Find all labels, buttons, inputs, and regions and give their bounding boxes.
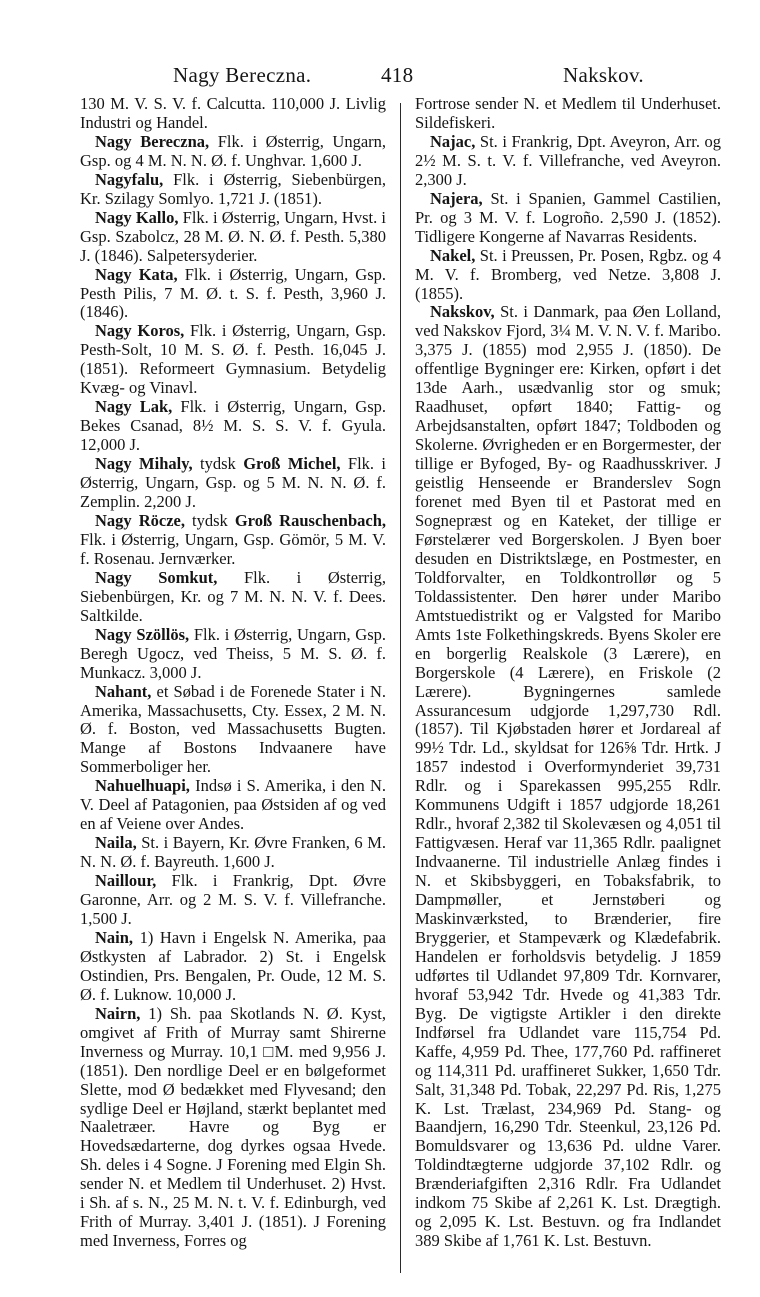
entry-text: Flk. i Østerrig, Siebenbürgen, Kr. Szilagy Somlyo. 1,721 J. (1851). — [80, 169, 387, 208]
entry-text: Flk. i Østerrig, Ungarn, Gsp. Pesth-Solt, 10 M. S. Ø. f. Pesth. 16,045 J. (1851). Reformeert Gymnasium. Betydelig Kvæg- og Vinavl. — [80, 321, 387, 398]
entry-text: Flk. i Østerrig, Ungarn, Gsp. Bekes Csanad, 8½ M. S. S. V. f. Gyula. 12,000 J. — [80, 397, 386, 455]
entry-nagyfalu — [80, 171, 386, 209]
entry-headword: Nagy Bereczna, — [95, 131, 210, 151]
entry-headword: Nagy Kallo, — [95, 207, 179, 227]
entry-nairn — [80, 1005, 386, 1251]
entry-text: Flk. i Østerrig, Ungarn, Gsp. Gömör, 5 M. V. f. Rosenau. Jernværker. — [80, 529, 386, 568]
entry-headword: Nakel, — [430, 245, 476, 265]
page-number: 418 — [381, 63, 414, 87]
entry-headword: Naila, — [95, 833, 137, 853]
entry-nagy-szollos — [80, 626, 386, 683]
entry-alias: Groß Michel, — [243, 454, 341, 474]
column-divider — [400, 103, 401, 1273]
entry-text: St. i Spanien, Gammel Castilien, Pr. og 3 M. V. f. Logroño. 2,590 J. (1852). Tidligere Kongerne af Navarras Residents. — [415, 188, 722, 246]
entry-nagy-bereczna — [80, 133, 386, 171]
entry-nagy-somkut — [80, 569, 386, 626]
entry-headword: Nagy Somkut, — [95, 567, 218, 587]
entry-nagy-kata — [80, 266, 386, 323]
entry-nahuelhuapi — [80, 777, 386, 834]
entry-nagy-mihaly — [80, 455, 386, 512]
entry-headword: Nagyfalu, — [95, 169, 164, 189]
entry-headword: Nain, — [95, 927, 134, 947]
entry-text: Indsø i S. Amerika, i den N. V. Deel af Patagonien, paa Østsiden af og ved en af Veiene over Andes. — [80, 776, 386, 834]
entry-alias-prefix: tydsk — [200, 454, 236, 474]
entry-text: Flk. i Østerrig, Ungarn, Gsp. Pesth Pilis, 7 M. Ø. t. S. f. Pesth, 3,960 J. (1846). — [80, 264, 387, 322]
entry-nahant — [80, 683, 386, 778]
entry-text: Flk. i Østerrig, Ungarn, Gsp. Beregh Ugocz, ved Theiss, 5 M. S. Ø. f. Munkacz. 3,000 J. — [80, 624, 387, 682]
entry-naillour — [80, 872, 386, 929]
entry-headword: Nahant, — [95, 681, 152, 701]
entry-headword: Nakskov, — [430, 302, 495, 322]
entry-nakskov — [415, 303, 721, 1251]
entry-najera — [415, 190, 721, 247]
entry-text: Flk. i Østerrig, Ungarn, Hvst. i Gsp. Szabolcz, 28 M. Ø. N. Ø. f. Pesth. 5,380 J. (1846). Salpetersyderier. — [80, 207, 387, 265]
entry-alias-prefix: tydsk — [192, 510, 228, 530]
entry-text: Flk. i Østerrig, Siebenbürgen, Kr. og 7 M. N. N. V. f. Dees. Saltkilde. — [80, 567, 387, 625]
left-column — [80, 95, 386, 1251]
entry-najac — [415, 133, 721, 190]
entry-headword: Nagy Szöllös, — [95, 624, 190, 644]
entry-headword: Nagy Kata, — [95, 264, 178, 284]
entry-headword: Najac, — [430, 131, 476, 151]
entry-headword: Nagy Koros, — [95, 321, 185, 341]
entry-alias: Groß Rauschenbach, — [234, 510, 386, 530]
entry-headword: Naillour, — [95, 871, 157, 891]
entry-text: St. i Preussen, Pr. Posen, Rgbz. og 4 M. V. f. Bromberg, ved Netze. 3,808 J. (1855). — [415, 245, 721, 303]
entry-text: 1) Havn i Engelsk N. Amerika, paa Østkysten af Labrador. 2) St. i Engelsk Ostindien, Prs. Bengalen, Pr. Oude, 12 M. S. Ø. f. Luknow. 10,000 J. — [80, 927, 386, 1004]
entry-text: St. i Frankrig, Dpt. Aveyron, Arr. og 2½ M. S. t. V. f. Villefranche, ved Aveyron. 2,300 J. — [415, 131, 721, 189]
entry-headword: Nagy Mihaly, — [95, 454, 193, 474]
entry-nagy-koros — [80, 322, 386, 398]
entry-headword: Nairn, — [95, 1003, 141, 1023]
right-column — [415, 95, 721, 1251]
entry-nagy-lak — [80, 398, 386, 455]
entry-nagy-rocze — [80, 512, 386, 569]
entry-nakel — [415, 247, 721, 304]
entry-text: Flk. i Østerrig, Ungarn, Gsp. og 5 M. N. N. Ø. f. Zemplin. 2,200 J. — [80, 454, 386, 512]
continued-entry-text: Fortrose sender N. et Medlem til Underhuset. Sildefiskeri. — [415, 94, 721, 132]
entry-nagy-kallo — [80, 209, 386, 266]
entry-nain — [80, 929, 386, 1005]
entry-headword: Nahuelhuapi, — [95, 776, 190, 796]
running-head-left: Nagy Bereczna. — [173, 63, 312, 87]
entry-text: St. i Bayern, Kr. Øvre Franken, 6 M. N. N. Ø. f. Bayreuth. 1,600 J. — [80, 833, 387, 872]
entry-headword: Najera, — [430, 188, 483, 208]
continued-entry-text: 130 M. V. S. V. f. Calcutta. 110,000 J. Livlig Industri og Handel. — [80, 94, 386, 132]
entry-text: St. i Danmark, paa Øen Lolland, ved Nakskov Fjord, 3¼ M. V. N. V. f. Maribo. 3,375 J. (1855) mod 2,955 J. (1850). De offentlige Bygninger ere: Kirken, opført i det 13de Aarh., usædvanlig stor og smuk; Raadhuset, opført 1840; Fattig- og Arbejdsanstalten, opført 1847; Toldboden og Skolerne. Øvrigheden er en Borgermester, der tillige er Byfoged, By- og Raadhusskriver. J geistlig Henseende er Branderslev Sogn forenet med Byen til et Pastorat med en Sognepræst og en Kateket, der tillige er Førstelærer ved Borgerskolen. J Byen boer desuden en Distriktslæge, en Postmester, en Toldforvalter, en Toldkontrollør og 5 Toldassistenter. Den hører under Maribo Amtstuedistrikt og er Valgsted for Maribo Amts 1ste Folkethingskreds. Byens Skoler ere en borgerlig Realskole (3 Lærere), en Borgerskole (4 Lærere), en Friskole (2 Lærere). Bygningernes samlede Assurancesum udgjorde 1,297,730 Rdl. (1857). Til Kjøbstaden hører et Jordareal af 99½ Tdr. Ld., skyldsat for 126⅝ Tdr. Hrtk. J 1857 indestod i Overformynderiet 39,731 Rdlr. og i Sparekassen 995,255 Rdlr. Kommunens Udgift i 1857 udgjorde 18,261 Rdlr., hvoraf 2,382 til Skolevæsen og 4,051 til Fattigvæsen. Heraf var 11,365 Rdlr. paalignet Indvaanerne. Til industrielle Anlæg findes i N. et Skibsbyggeri, en Tobaksfabrik, to Dampmøller, et Jernstøberi og Maskinværksted, to Brænderier, fire Bryggerier, et Stampeværk og Klædefabrik. Handelen er forholdsvis betydelig. J 1859 udførtes til Udlandet 97,809 Tdr. Kornvarer, hvoraf 53,942 Tdr. Hvede og 41,383 Tdr. Byg. De vigtigste Artikler i den direkte Indførsel fra Udlandet vare 115,754 Pd. Kaffe, 4,959 Pd. Thee, 177,760 Pd. raffineret og 114,311 Pd. uraffineret Sukker, 1,650 Tdr. Salt, 31,348 Pd. Tobak, 22,297 Pd. Ris, 1,275 K. Lst. Trælast, 234,969 Pd. Stang- og Baandjern, 16,290 Tdr. Steenkul, 23,126 Pd. Bomuldsvarer og 13,636 Pd. uldne Varer. Toldindtægterne udgjorde 37,102 Rdlr. og Brænderiafgiften 2,316 Rdlr. Fra Udlandet indkom 75 Skibe af 2,261 K. Lst. Drægtigh. og 2,095 K. Lst. Bestuvn. og fra Indlandet 389 Skibe af 1,761 K. Lst. Bestuvn. — [415, 302, 721, 1251]
entry-naila — [80, 834, 386, 872]
entry-text: Flk. i Østerrig, Ungarn, Gsp. og 4 M. N. N. Ø. f. Unghvar. 1,600 J. — [80, 131, 387, 170]
entry-text: et Søbad i de Forenede Stater i N. Amerika, Massachusetts, Cty. Essex, 2 M. N. Ø. f. Boston, ved Massachusetts Bugten. Mange af Bostons Indvaanere have Sommerboliger her. — [80, 681, 387, 777]
entry-text: Flk. i Frankrig, Dpt. Øvre Garonne, Arr. og 2 M. S. V. f. Villefranche. 1,500 J. — [80, 871, 387, 928]
entry-headword: Nagy Röcze, — [95, 510, 185, 530]
entry-text: 1) Sh. paa Skotlands N. Ø. Kyst, omgivet af Frith of Murray samt Shirerne Inverness og Murray. 10,1 □M. med 9,956 J. (1851). Den nordlige Deel er en bølgeformet Slette, mod Ø bedækket med Flyvesand; den sydlige Deel er Højland, stærkt beplantet med Naaletræer. Havre og Byg er Hovedsædarterne, dog dyrkes ogsaa Hvede. Sh. deles i 4 Sogne. J Forening med Elgin Sh. sender N. et Medlem til Underhuset. 2) Hvst. i Sh. af s. N., 25 M. N. t. V. f. Edinburgh, ved Frith of Murray. 3,401 J. (1851). J Forening med Inverness, Forres og — [80, 1003, 386, 1251]
running-head-right: Nakskov. — [563, 63, 644, 87]
entry-headword: Nagy Lak, — [95, 397, 173, 417]
